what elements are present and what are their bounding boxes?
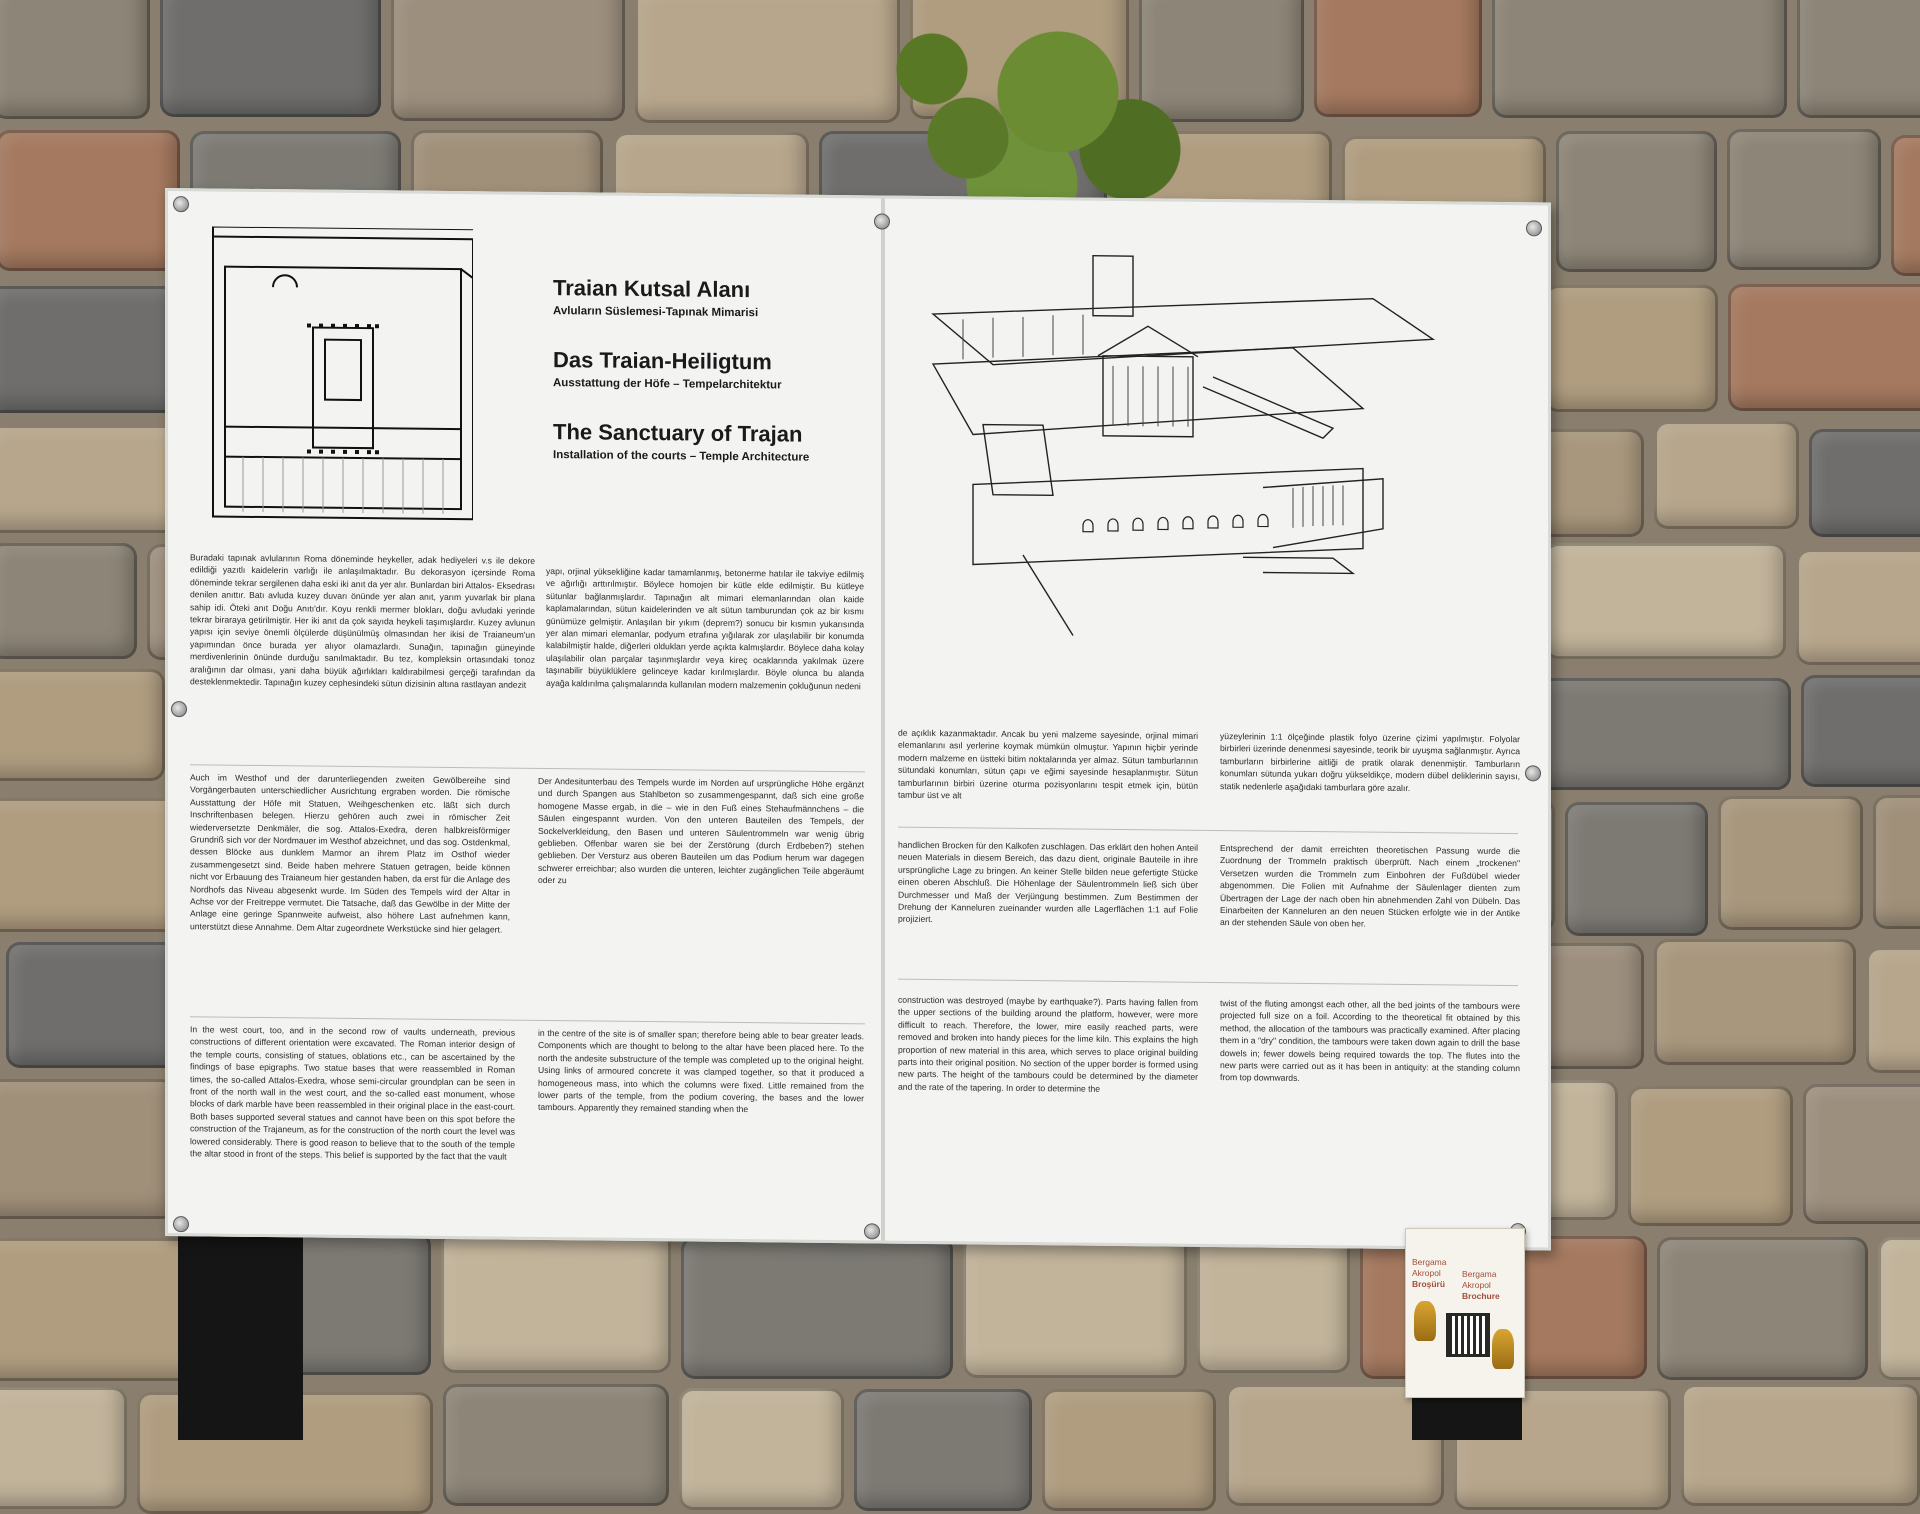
screw: [173, 196, 189, 212]
wall-stone: [1654, 421, 1799, 529]
screw: [874, 213, 890, 229]
divider-line: [898, 979, 1518, 986]
wall-stone: [1803, 1084, 1920, 1224]
text-turkish-3: de açıklık kazanmaktadır. Ancak bu yeni malzeme sayesinde, orjinal mimari elemanlarını asıl yerlerine koymak mümkün olmuştur. Yapının hiçbir yerinde modern malzeme en üstteki bitim noktalarında yer almaz. Sütun tamburlarının sütundaki konumları, sütun çapı ve eğimi sayesinde hesaplanmıştır. Sütun tamburlarının birbiri üzerine oturma pozisyonlarını tespit etmek için, bütün tambur üst ve alt: [898, 727, 1198, 801]
floor-plan-drawing: [203, 226, 473, 529]
brochure-text: Bergama: [1412, 1257, 1447, 1267]
title-turkish: Traian Kutsal Alanı: [553, 275, 751, 303]
title-english: The Sanctuary of Trajan: [553, 419, 803, 447]
wall-stone: [1727, 129, 1881, 270]
brochure-text: Broşürü: [1412, 1279, 1446, 1289]
wall-stone: [963, 1235, 1187, 1378]
wall-stone: [0, 669, 165, 781]
screw: [1526, 220, 1542, 236]
wall-stone: [1314, 0, 1482, 117]
subtitle-english: Installation of the courts – Temple Architecture: [553, 449, 810, 464]
text-german-4: Entsprechend der damit erreichten theoretischen Passung wurde die Zuordnung der Trommeln praktisch überprüft. Nach einem „trockenen" Versetzen wurden die Trommeln zum Einbohren der Fußdübel wieder abgenommen. Die Folien mit Aufnahme der Säulenlager dienten zum Übertragen der Lage der nach oben hin abnehmenden Zahl von Dübeln. Das Einarbeiten der Kanneluren an den neuen Stücken erfolgte wie in der Antike an der stehenden Säule von oben her.: [1220, 843, 1520, 930]
screw: [1525, 765, 1541, 781]
text-turkish-2: yapı, orjinal yüksekliğine kadar tamamlanmış, betonerme hatılar ile takviye edilmiş ve ağırlığı arttırılmıştır. Böylece homojen bir kütle elde edilmiştir. Bu kütleye sütunlar bağlanmışlardır. Tapınağın alt mimari elemanlarından olan kaide kaplamalarından, sütun kaidelerinden ve alt sütun tamburundan çok az bir kısmı günümüze gelmiştir. Anlaşılan bir yıkım (deprem?) sonucu bir kısmın yukarısında yer alan mimari elemanlar, podyum etrafına yığılarak zor ulaşılabilir bir konumda kalabilmiştir halde, diğerleri oldukları yerde açıkta kalmışlardır. Böylece daha kolay ulaşılabilir olan parçalar taşınmışlardır veya kireç ocaklarında yakılmak üzere taşınabilir büyüklüklere gelinceye kadar kırılmışlardır. Böyle olunca bu alanda ayağa kaldırılma çalışmalarında kullanılan modern malzemenin çokluğunun nedeni: [546, 565, 864, 691]
statue-icon: [1414, 1301, 1436, 1341]
divider-line: [898, 827, 1518, 834]
statue-icon: [1492, 1329, 1514, 1369]
brochure-text: Bergama: [1462, 1269, 1497, 1279]
divider-line: [190, 764, 865, 772]
wall-stone: [1628, 1086, 1793, 1226]
wall-stone: [1681, 1384, 1920, 1506]
board-divider: [881, 198, 885, 1240]
subtitle-turkish: Avluların Süslemesi-Tapınak Mimarisi: [553, 305, 759, 320]
wall-stone: [160, 0, 381, 117]
screw: [171, 701, 187, 717]
wall-stone: [1866, 947, 1920, 1073]
subtitle-german: Ausstattung der Höfe – Tempelarchitektur: [553, 377, 782, 392]
screw: [173, 1216, 189, 1232]
text-german-3: handlichen Brocken für den Kalkofen zuschlagen. Das erklärt den hohen Anteil neuen Materials in diesem Bereich, das dazu dient, originale Bauteile in ihre ursprüngliche Lage zu bringen. An keiner Stelle bilden neue gefertigte Stücke einen oberen Abschluß. Die Höhenlage der Säulentrommeln ließ sich über Durchmesser und Maß der Verjüngung bestimmen. Zum Bestimmen der Drehung der Kanneluren zueinander wurden alle Lagerflächen 1:1 auf Folie projiziert.: [898, 839, 1198, 925]
text-german-1: Auch im Westhof und der darunterliegenden zweiten Gewölbereihe sind Vorgängerbauten unterschiedlicher Ausrichtung ergraben worden. Die römische Ausstattung der Höfe mit Statuen, Weihgeschenken etc. läßt sich durch Inschriftenbasen belegen. Hierzu gehören auch zwei in römischer Zeit wiederversetzte Denkmäler, die sog. Attalos-Exedra, deren halbkreisförmiger Grundriß sich vor der Nordmauer im Westhof abzeichnet, und das sog. Ostdenkmal, dessen Blöcke aus dunklem Marmor an ihrem Platz im Osthof wieder zusammengesetzt sind. Beide haben mehrere Statuen getragen, beide können nicht vor Erbauung des Traianeum hier gestanden haben, da erst für die Anlage des Nordhofs das Niveau abgesenkt wurde. Im Süden des Tempels wird der Altar in Achse vor der Freitreppe vermutet. Die Tatsache, daß das Gewölbe in der Mitte der Anlage eine geringe Spannweite aufweist, also höhere Last aufnehmen kann, unterstützt diese Annahme. Dem Altar zugeordnete Werkstücke sind hier gelagert.: [190, 772, 510, 935]
wall-stone: [1565, 802, 1708, 936]
wall-stone: [681, 1236, 953, 1379]
wall-stone: [1718, 796, 1863, 930]
wall-stone: [1042, 1389, 1216, 1511]
wall-stone: [441, 1230, 671, 1373]
wall-stone: [1796, 549, 1920, 665]
text-turkish-1: Buradaki tapınak avlularının Roma döneminde heykeller, adak hediyeleri v.s ile dekore edildiği yazıtlı kaidelerin varlığı ile anlaşılmaktadır. Bu dekorasyon içersinde Roma döneminde tekrar sergilenen daha eski iki anıt da yer alır. Bunlardan biri Attalos- Eksedrası denilen anıttır. Batı avluda kuzey duvarı önünde yer alan anıt, yarım yuvarlak bir plana sahip idi. Öteki anıt Doğu Anıtı'dır. Koyu renkli mermer blokları, doğu avludaki yerinde tekrar biraraya getirilmiştir. Her iki anıt da çok sayıda heykeli taşımışlardır. Kuzey avlunun yapısı için seviye önemli ölçülerde düşünülmüş olmasından her ikisi de Traianeum'un yapımından önce burada yer alıyor olamazlardı. Sunağın, tapınağın güneyinde merdivenlerinin önünde durduğu sanılmaktadır. Bu tez, kompleksin ortasındaki tonoz aralığının dar olması, yani daha büyük ağırlıkları kaldırabilmesi gerçeği tarafından da desteklenmektedir. Tapınağın kuzey cephesindeki sütun dizisinin altına rastlayan andezit: [190, 552, 535, 690]
brochure-sticker: [1405, 1228, 1525, 1398]
brochure-text: Akropol: [1412, 1268, 1441, 1278]
divider-line: [190, 1016, 865, 1024]
title-german: Das Traian-Heiligtum: [553, 347, 772, 375]
wall-stone: [1197, 1230, 1350, 1373]
wall-stone: [1654, 939, 1856, 1065]
wall-stone: [1492, 0, 1787, 118]
brochure-text: Akropol: [1462, 1280, 1491, 1290]
reconstruction-drawing: [913, 224, 1523, 660]
screw: [864, 1223, 880, 1239]
wall-stone: [0, 130, 180, 271]
qr-code[interactable]: [1446, 1313, 1490, 1357]
wall-stone: [1544, 285, 1718, 412]
wall-stone: [1556, 131, 1717, 272]
text-english-2: in the centre of the site is of smaller span; therefore being able to bear greater leads. Components which are thought to belong to the altar have been placed here. To the north the andesite substructure of the temple was completed up to the original height. Using links of armoured concrete it was clamped together, so that it produced a homogeneous mass, into which the columns were fixed. Little remained from the lower parts of the temple, from the podium covering, the bases and the lower tambours. Apparently they remained standing when the: [538, 1027, 864, 1115]
wall-stone: [1801, 675, 1920, 787]
wall-stone: [443, 1384, 669, 1506]
wall-stone: [1526, 678, 1791, 790]
wall-stone: [391, 0, 625, 121]
wall-stone: [854, 1389, 1032, 1511]
wall-stone: [1728, 284, 1920, 411]
wall-stone: [1891, 135, 1920, 276]
wall-stone: [0, 543, 137, 659]
wall-stone: [0, 0, 150, 119]
wall-stone: [1873, 795, 1920, 929]
wall-stone: [0, 1387, 127, 1509]
wall-stone: [1657, 1237, 1868, 1380]
text-turkish-4: yüzeylerinin 1:1 ölçeğinde plastik folyo üzerine çizimi yapılmıştır. Folyolar birbirleri üzerinde denenmesi sayesinde, teorik bir uyuşma sağlanmıştır. Ayrıca tamburların birbirlerine aitliği de pratik olarak denenmiştir. Tamburların konumları sütunda yukarı doğru yükseldikçe, modern dübel deliklerinin sayısı, statik nedenlerle aşağıdaki tamburlara göre azalır.: [1220, 731, 1520, 793]
text-german-2: Der Andesitunterbau des Tempels wurde im Norden auf ursprüngliche Höhe ergänzt und durch Spangen aus Stahlbeton so zusammengespannt, daß sich eine große homogene Masse ergab, in die – wie in den Fuß eines Stehaufmännchens – die Säulen eingespannt wurden. Von den unteren Bauteilen des Tempels, der Sockelverkleidung, den Basen und unteren Säulentrommeln war wenig übrig geblieben. Offenbar waren sie bei der Zerstörung (durch Erdbeben?) stehen geblieben. Der Versturz aus oberen Bauteilen um das Podium herum war dagegen schwerer erreichbar; also wurden die unteren, leichter zugänglichen Teile abgeräumt oder zu: [538, 775, 864, 886]
text-english-4: twist of the fluting amongst each other, all the bed joints of the tambours were projected full size on a foil. According to the theoretical fit obtained by this method, the allocation of the tambours was practically examined. After placing them in a "dry" condition, the tambours were taken down again to drill the base dowels in; fewer dowels being required towards the top. The flutes into the new parts were carried out as it has been in antiquity: at the standing column from top downwards.: [1220, 998, 1520, 1084]
text-english-1: In the west court, too, and in the second row of vaults underneath, previous constructions of different orientation were excavated. The Roman interior design of the temple courts, consisting of statues, oblations etc., can be ascertained by the findings of base epigraphs. Two statue bases that were reassembled in Roman times, the so-called Attalos-Exedra, whose semi-circular groundplan can be seen in front of the north wall in the west court, and the so-called east monument, whose blocks of dark marble have been reassembled in their original place in the east-court. Both bases supported several statues and cannot have been on this spot before the construction of the Trajaneum, as for the construction of the north court the level was lowered considerably. There is good reason to believe that to the south of the temple the altar stood in front of the steps. This belief is supported by the fact that the vault: [190, 1024, 515, 1162]
wall-stone: [1544, 543, 1786, 659]
wall-stone: [0, 1079, 176, 1219]
wall-stone: [679, 1388, 844, 1510]
text-english-3: construction was destroyed (maybe by earthquake?). Parts having fallen from the upper sections of the building around the platform, however, were more difficult to reach. Therefore, the lower, mire easily reached parts, were removed and broken into handy pieces for the lime kiln. This explains the high proportion of new material in this area, which serves to place original building parts into their original position. No section of the upper border is formed using new parts. The height of the tambours could be determined by the diameter and the rate of the tapering. In order to determine the: [898, 994, 1198, 1094]
information-board: [165, 188, 1551, 1251]
left-post: [178, 1230, 303, 1440]
wall-stone: [1809, 429, 1920, 537]
title-block: [553, 275, 873, 494]
brochure-text: Brochure: [1462, 1291, 1500, 1301]
wall-stone: [1797, 0, 1920, 118]
wall-stone: [1878, 1237, 1920, 1380]
